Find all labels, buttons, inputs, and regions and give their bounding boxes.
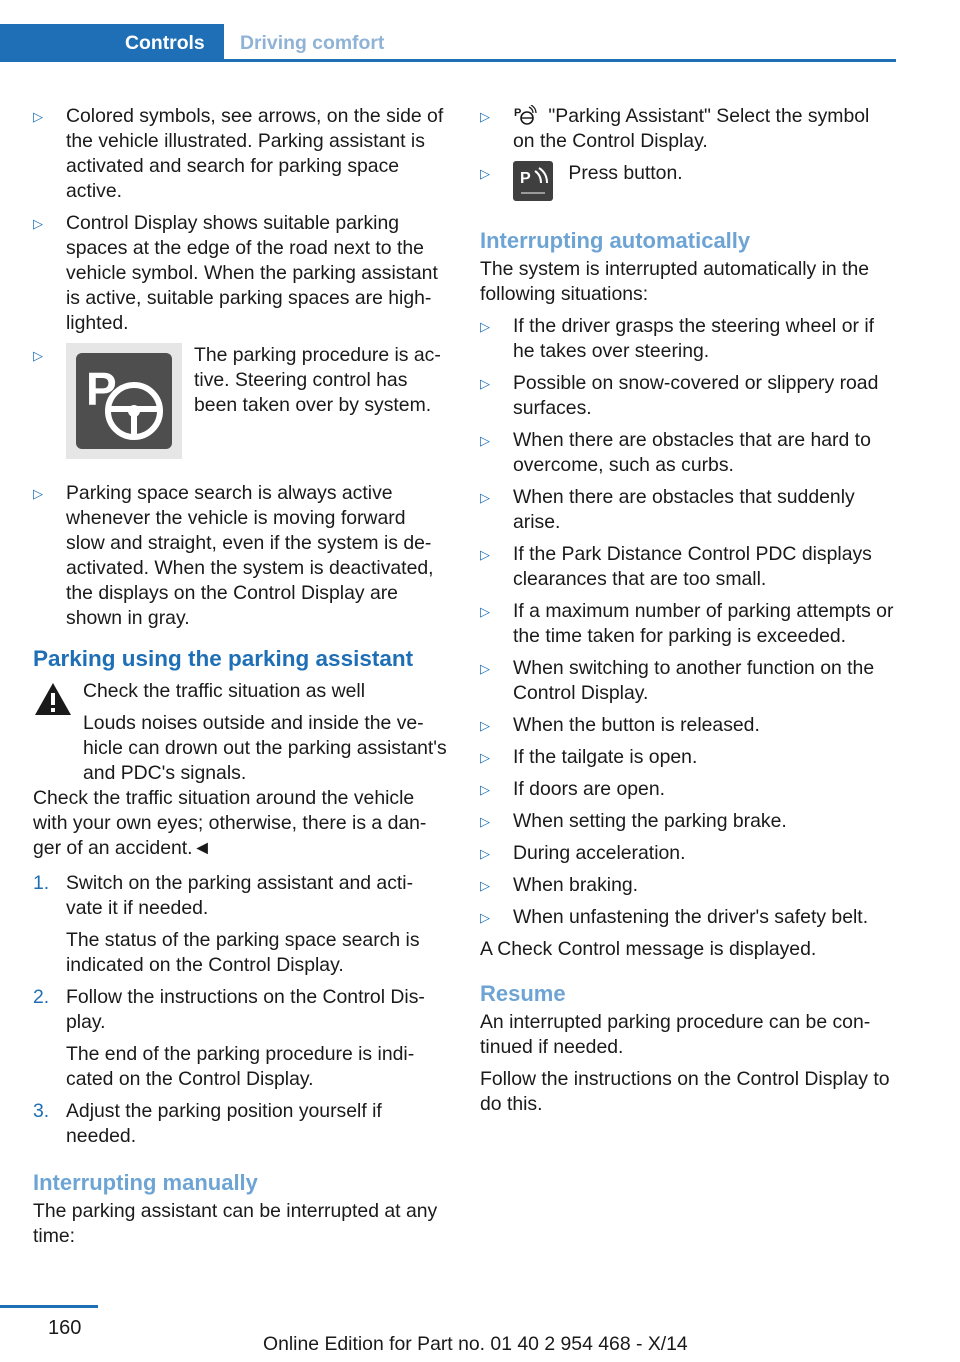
- parking-assistant-symbol-icon: [513, 105, 537, 125]
- step-item: [33, 985, 448, 1092]
- warning-title: Check the traffic situation as well: [83, 680, 366, 702]
- list-item-text: When the button is released.: [513, 714, 760, 736]
- svg-text:P: P: [520, 170, 531, 187]
- parking-steering-symbol-icon: [66, 343, 182, 459]
- tab-driving-comfort[interactable]: Driving comfort: [240, 32, 385, 54]
- section-heading-auto: Interrupting automatically: [480, 228, 751, 253]
- list-item-text: When there are obstacles that are hard to overcome, such as curbs.: [513, 429, 871, 476]
- check-control-text: A Check Control message is displayed.: [480, 938, 817, 960]
- list-item: [480, 841, 895, 866]
- list-item: [33, 104, 448, 204]
- list-item: [480, 161, 895, 205]
- list-item-text: If the Park Distance Control PDC displays clearances that are too small.: [513, 543, 872, 590]
- svg-text:P: P: [86, 363, 117, 415]
- list-item: [480, 485, 895, 535]
- bullet-arrow-icon: ▷: [480, 547, 490, 562]
- bullet-arrow-icon: ▷: [480, 604, 490, 619]
- list-item: [480, 777, 895, 802]
- header-bar: [0, 24, 896, 62]
- list-item: [33, 343, 448, 469]
- section-heading-resume: Resume: [480, 981, 566, 1006]
- resume-text-2: Follow the instructions on the Control Display to do this.: [480, 1068, 890, 1115]
- section-heading-parking: Parking using the parking assistant: [33, 646, 414, 671]
- list-item-text: If the driver grasps the steering wheel or if he takes over steering.: [513, 315, 875, 362]
- list-item-text: When unfastening the driver's safety belt.: [513, 906, 869, 928]
- bullet-arrow-icon: ▷: [480, 750, 490, 765]
- right-column: [480, 104, 895, 1124]
- svg-text:P: P: [514, 107, 522, 119]
- warning-block: [33, 679, 448, 786]
- list-item-text: If the tailgate is open.: [513, 746, 698, 768]
- list-item-text: When braking.: [513, 874, 639, 896]
- warning-triangle-icon: [33, 681, 73, 717]
- step-subtext: The end of the parking procedure is indi‐cated on the Control Display.: [66, 1043, 415, 1090]
- left-column: [33, 104, 448, 1256]
- list-item-text: Control Display shows suitable parking spaces at the edge of the road next to the vehicle symbol. When the parking assistant is active, suitable parking spaces are high‐lighted.: [66, 212, 438, 334]
- step-number: 1.: [33, 872, 50, 894]
- warning-text: Louds noises outside and inside the ve‐hicle can drown out the parking assistant's and PDC's signals.: [83, 712, 447, 784]
- step-item: [33, 1099, 448, 1149]
- list-item-text: Possible on snow-covered or slippery road surfaces.: [513, 372, 879, 419]
- resume-text: An interrupted parking procedure can be con‐tinued if needed.: [480, 1011, 871, 1058]
- list-item: [480, 104, 895, 154]
- step-subtext: The status of the parking space search is indicated on the Control Display.: [66, 929, 420, 976]
- bullet-arrow-icon: ▷: [480, 846, 490, 861]
- list-item: [33, 481, 448, 631]
- list-item-text: When switching to another function on the Control Display.: [513, 657, 875, 704]
- step-text: Switch on the parking assistant and acti‐vate it if needed.: [66, 872, 414, 919]
- bullet-arrow-icon: ▷: [33, 109, 43, 124]
- bullet-arrow-icon: ▷: [480, 376, 490, 391]
- list-item-text: "Parking Assistant" Select the symbol on the Control Display.: [513, 105, 870, 152]
- footer-edition: Online Edition for Part no. 01 40 2 954 468 - X/14: [263, 1333, 688, 1355]
- list-item: [480, 873, 895, 898]
- list-item: [480, 428, 895, 478]
- list-item: [480, 905, 895, 930]
- bullet-arrow-icon: ▷: [33, 486, 43, 501]
- warning-text-line1: [33, 711, 448, 786]
- warning-text-2: Check the traffic situation around the vehicle with your own eyes; otherwise, there is a dan‐ger of an accident.◄: [33, 787, 427, 859]
- page-number-rule: [0, 1305, 98, 1308]
- bullet-arrow-icon: ▷: [33, 348, 43, 363]
- tab-controls[interactable]: Controls: [0, 24, 224, 62]
- list-item: [480, 809, 895, 834]
- list-item-text: Press button.: [568, 162, 683, 184]
- step-text: Adjust the parking position yourself if needed.: [66, 1100, 382, 1147]
- bullet-arrow-icon: ▷: [480, 490, 490, 505]
- page-number: 160: [48, 1317, 82, 1339]
- list-item-text: If a maximum number of parking attempts or the time taken for parking is exceeded.: [513, 600, 894, 647]
- step-text: Follow the instructions on the Control Dis‐play.: [66, 986, 425, 1033]
- list-item-text: Colored symbols, see arrows, on the side of the vehicle illustrated. Parking assistant is activated and search for parking space active.: [66, 105, 444, 202]
- bullet-arrow-icon: ▷: [480, 433, 490, 448]
- list-item: [33, 211, 448, 336]
- list-item-text: When setting the parking brake.: [513, 810, 787, 832]
- bullet-arrow-icon: ▷: [33, 216, 43, 231]
- list-item-text: Parking space search is always active whenever the vehicle is moving forward slow and straight, even if the system is de‐activated. When the system is deactivated, the displays on the Control Display are shown in gray.: [66, 482, 434, 629]
- step-number: 3.: [33, 1100, 50, 1122]
- list-item: [480, 314, 895, 364]
- list-item-text: The parking procedure is ac‐tive. Steering control has been taken over by system.: [194, 344, 441, 416]
- list-item: [480, 713, 895, 738]
- bullet-arrow-icon: ▷: [480, 910, 490, 925]
- list-item: [480, 371, 895, 421]
- list-item: [480, 599, 895, 649]
- bullet-arrow-icon: ▷: [480, 814, 490, 829]
- list-item: [480, 656, 895, 706]
- list-item-text: During acceleration.: [513, 842, 686, 864]
- list-item-text: When there are obstacles that suddenly arise.: [513, 486, 855, 533]
- list-item: [480, 745, 895, 770]
- section-heading-manual: Interrupting manually: [33, 1170, 258, 1195]
- bullet-arrow-icon: ▷: [480, 878, 490, 893]
- parking-assistant-button-icon: [513, 161, 553, 201]
- auto-intro: The system is interrupted automatically in the following situations:: [480, 258, 870, 305]
- bullet-arrow-icon: ▷: [480, 166, 490, 181]
- bullet-arrow-icon: ▷: [480, 782, 490, 797]
- bullet-arrow-icon: ▷: [480, 718, 490, 733]
- bullet-arrow-icon: ▷: [480, 109, 490, 124]
- list-item-text: If doors are open.: [513, 778, 665, 800]
- list-item: [480, 542, 895, 592]
- step-number: 2.: [33, 986, 50, 1008]
- manual-text: The parking assistant can be interrupted at any time:: [33, 1200, 438, 1247]
- step-item: [33, 871, 448, 978]
- bullet-arrow-icon: ▷: [480, 661, 490, 676]
- bullet-arrow-icon: ▷: [480, 319, 490, 334]
